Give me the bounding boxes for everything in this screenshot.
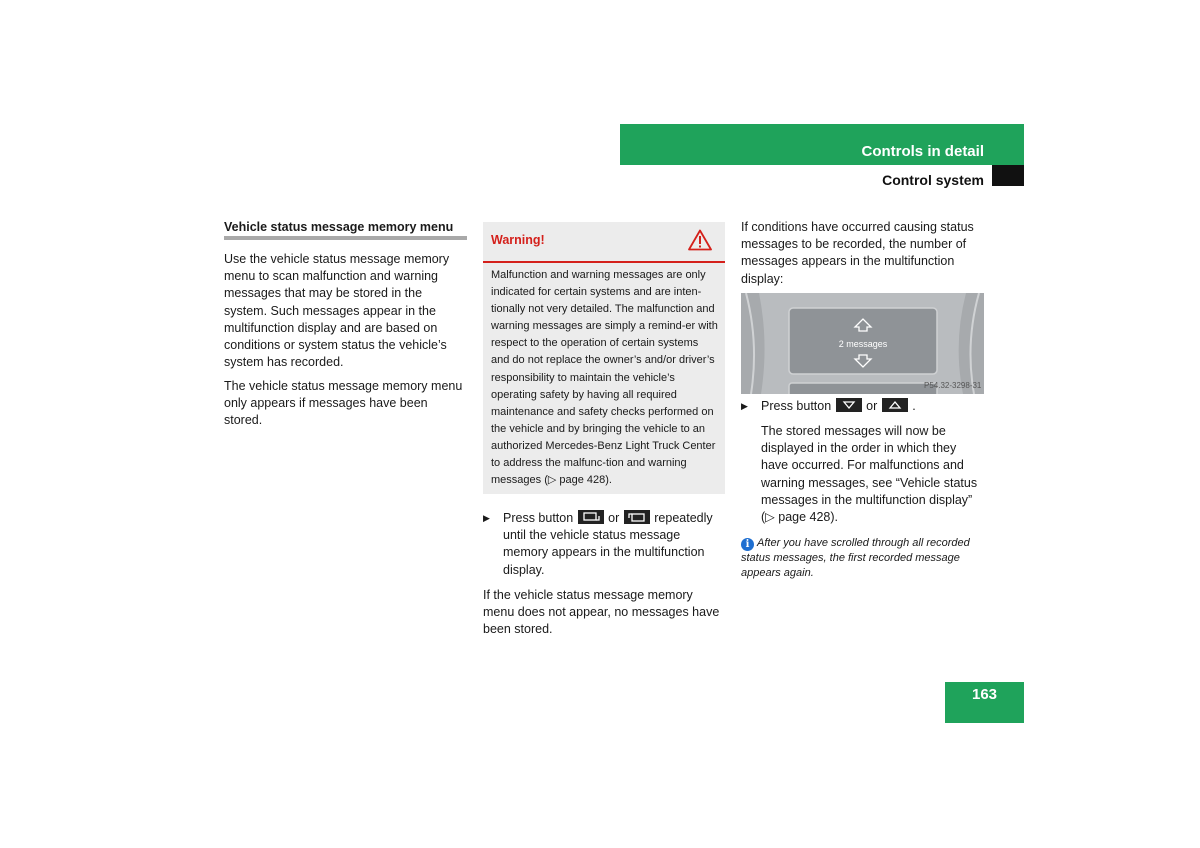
stored-messages-paragraph: The stored messages will now be displayed in the order in which they have occurred. For malfunctions and warning messages, see “Vehicle status messages in the multifunction display” (▷ page 428). — [761, 424, 978, 525]
warning-triangle-icon — [688, 229, 712, 251]
section-marker — [992, 165, 1024, 186]
bullet-text-post: repeatedly until the vehicle status message memory appears in the multifunction display. — [503, 511, 713, 577]
bullet-text-post: . — [912, 399, 916, 413]
next-display-button-icon — [578, 510, 604, 524]
no-messages-paragraph: If the vehicle status message memory menu does not appear, no messages have been stored. — [483, 588, 720, 637]
section-title: Control system — [882, 172, 984, 188]
warning-heading: Warning! — [491, 233, 545, 247]
display-message-count: 2 messages — [838, 339, 888, 349]
scroll-up-button-icon — [882, 398, 908, 412]
previous-display-button-icon — [624, 510, 650, 524]
warning-rule — [483, 261, 725, 263]
bullet-text-or: or — [866, 399, 878, 413]
intro-paragraph: Use the vehicle status message memory menu to scan malfunction and warning messages that may be stored in the system. Such messages appear in the multifunction display and are based on conditions or system status the vehicle’s system has recorded. — [224, 252, 450, 370]
heading-rule — [224, 236, 467, 240]
info-text: After you have scrolled through all recorded status messages, the first recorded message appears again. — [741, 537, 970, 579]
instruction-bullet-2 — [741, 398, 985, 415]
memory-note-paragraph: The vehicle status message memory menu only appears if messages have been stored. — [224, 379, 463, 428]
page-number: 163 — [971, 686, 998, 703]
bullet-text-pre: Press button — [503, 511, 574, 525]
bullet-marker: ▶ — [741, 401, 748, 411]
bullet-text-or: or — [608, 511, 620, 525]
chapter-title: Controls in detail — [861, 143, 984, 160]
warning-text: Malfunction and warning messages are only indicated for certain systems and are inten-tionally not very detailed. The malfunction and warning messages are simply a remind-er with respect to the operation of certain systems and do not replace the owner’s and/or driver’s responsibility to maintain the vehicle’s operating safety by having all required maintenance and safety checks performed on the vehicle and by bringing the vehicle to an authorized Mercedes-Benz Light Truck Center to address the malfunc-tion and warning messages (▷ page 428). — [491, 269, 718, 487]
image-reference-code: P54.32-3298-31 — [924, 381, 982, 390]
instruction-bullet-1 — [483, 510, 725, 579]
info-note — [741, 536, 985, 581]
status-intro-paragraph: If conditions have occurred causing status messages to be recorded, the number of messages appears in the multifunction display: — [741, 220, 974, 286]
bullet-text-pre: Press button — [761, 399, 832, 413]
bullet-marker: ▶ — [483, 513, 490, 523]
multifunction-display-image — [741, 293, 984, 394]
info-icon: i — [741, 538, 754, 551]
scroll-down-button-icon — [836, 398, 862, 412]
subsection-heading: Vehicle status message memory menu — [224, 220, 454, 234]
